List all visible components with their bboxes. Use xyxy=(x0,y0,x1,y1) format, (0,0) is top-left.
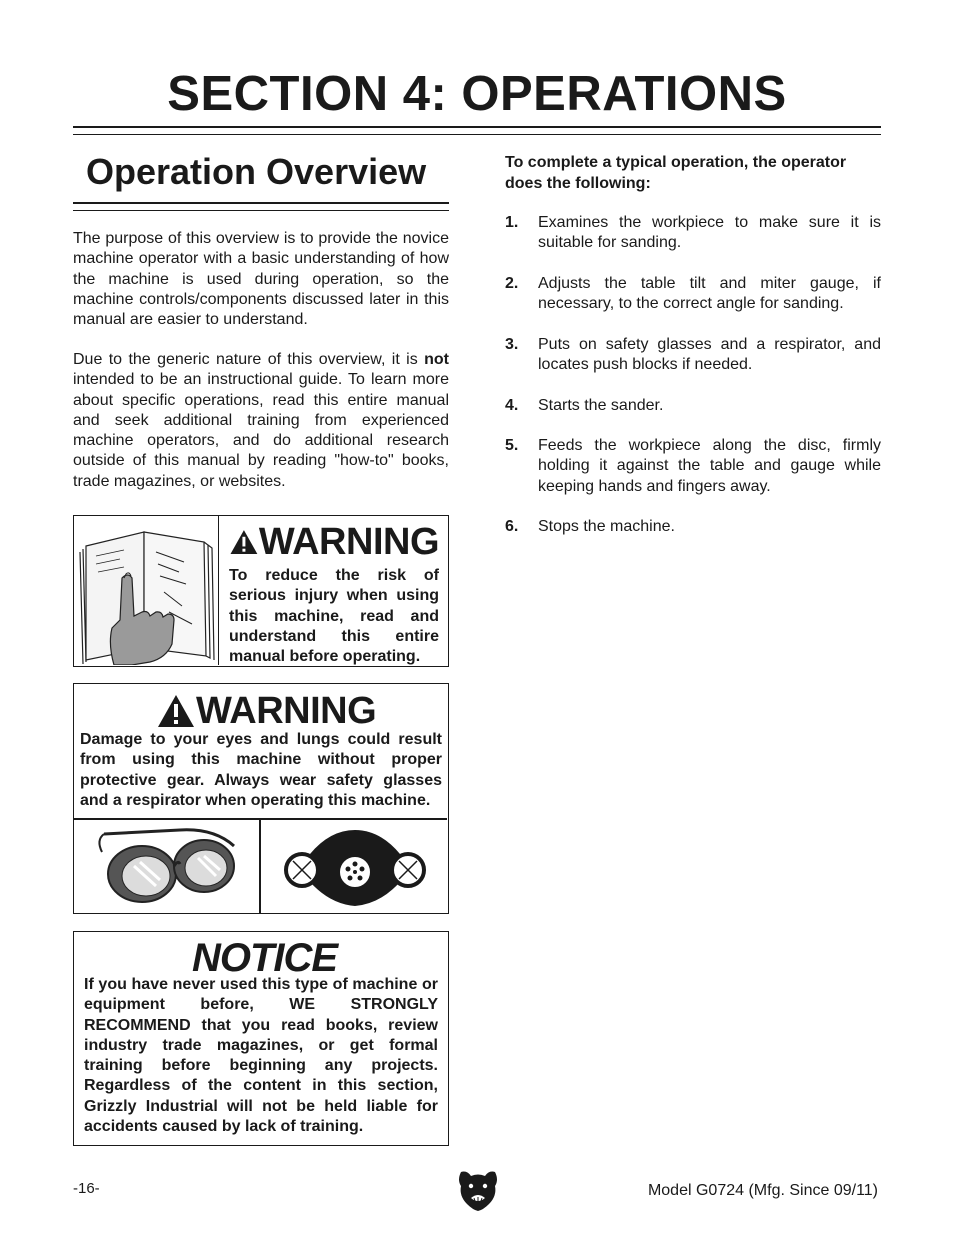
section-rule-top xyxy=(73,126,881,128)
notice-text: If you have never used this type of machine or equipment before, WE STRONGLY RECOMMEND that you read books, review industry trade magazines, or get formal training before beginning any projects. Regardless of the content in this section, Grizzly Industrial will not be held liable for accidents caused by lack of training. xyxy=(84,976,438,1136)
notice-heading: NOTICE xyxy=(192,936,338,980)
model-info: Model G0724 (Mfg. Since 09/11) xyxy=(647,1182,878,1199)
step-number: 2. xyxy=(505,275,519,292)
respirator-icon xyxy=(280,826,430,910)
list-item xyxy=(505,274,881,315)
list-item xyxy=(505,517,881,537)
step-number: 3. xyxy=(505,336,519,353)
list-item xyxy=(505,396,881,416)
manual-reading-hand-icon xyxy=(74,516,219,665)
list-item xyxy=(505,335,881,376)
step-text: Stops the machine. xyxy=(538,518,675,535)
overview-title: Operation Overview xyxy=(86,151,427,192)
list-item xyxy=(505,436,881,497)
safety-glasses-icon xyxy=(94,826,244,910)
procedure-intro: To complete a typical operation, the operator does the following: xyxy=(505,154,847,192)
overview-rule-top xyxy=(73,202,449,204)
warning-box-protective-gear xyxy=(73,683,449,914)
paragraph-text: intended to be an instructional guide. To learn more about specific operations, read this entire manual and seek additional training from experienced machine operators, and do additional research outside of this manual by reading "how-to" books, trade magazines, or websites. xyxy=(73,371,449,490)
warning-2-heading xyxy=(156,690,376,732)
step-text: Starts the sander. xyxy=(538,397,664,414)
step-text: Puts on safety glasses and a respirator, and locates push blocks if needed. xyxy=(538,336,881,374)
warning-1-content xyxy=(229,522,439,667)
overview-rule-bottom xyxy=(73,210,449,211)
step-number: 5. xyxy=(505,437,519,454)
notice-box xyxy=(73,931,449,1146)
step-number: 6. xyxy=(505,518,519,535)
warning-2-divider xyxy=(74,818,447,820)
step-text: Adjusts the table tilt and miter gauge, if necessary, to the correct angle for sanding. xyxy=(538,275,881,313)
warning-2-image-divider xyxy=(259,819,261,913)
step-text: Feeds the workpiece along the disc, firmly holding it against the table and gauge while keeping hands and fingers away. xyxy=(538,437,881,495)
step-text: Examines the workpiece to make sure it is suitable for sanding. xyxy=(538,214,881,252)
warning-triangle-icon xyxy=(156,693,196,729)
section-title: SECTION 4: OPERATIONS xyxy=(167,67,787,121)
step-number: 1. xyxy=(505,214,519,231)
warning-1-text: To reduce the risk of serious injury when using this machine, read and understand this entire manual before operating. xyxy=(229,567,439,666)
paragraph-emphasis: not xyxy=(424,351,449,368)
section-rule-bottom xyxy=(73,134,881,135)
list-item xyxy=(505,213,881,254)
overview-paragraph-2 xyxy=(73,350,449,492)
warning-triangle-icon xyxy=(229,524,259,560)
grizzly-bear-logo-icon xyxy=(455,1166,501,1212)
warning-1-heading xyxy=(229,522,439,562)
overview-paragraph-1: The purpose of this overview is to provide the novice machine operator with a basic understanding of how the machine is used during operation, so the machine controls/components discussed later in this manual are easier to understand. xyxy=(73,230,449,329)
warning-heading-text: WARNING xyxy=(196,689,377,732)
page-number: -16- xyxy=(73,1180,100,1197)
step-number: 4. xyxy=(505,397,519,414)
warning-box-manual xyxy=(73,515,449,667)
warning-heading-text: WARNING xyxy=(258,520,439,563)
paragraph-text: Due to the generic nature of this overview, it is xyxy=(73,351,425,368)
warning-2-text: Damage to your eyes and lungs could result from using this machine without proper protective gear. Always wear safety glasses and a respirator when operating this machine. xyxy=(80,731,442,809)
